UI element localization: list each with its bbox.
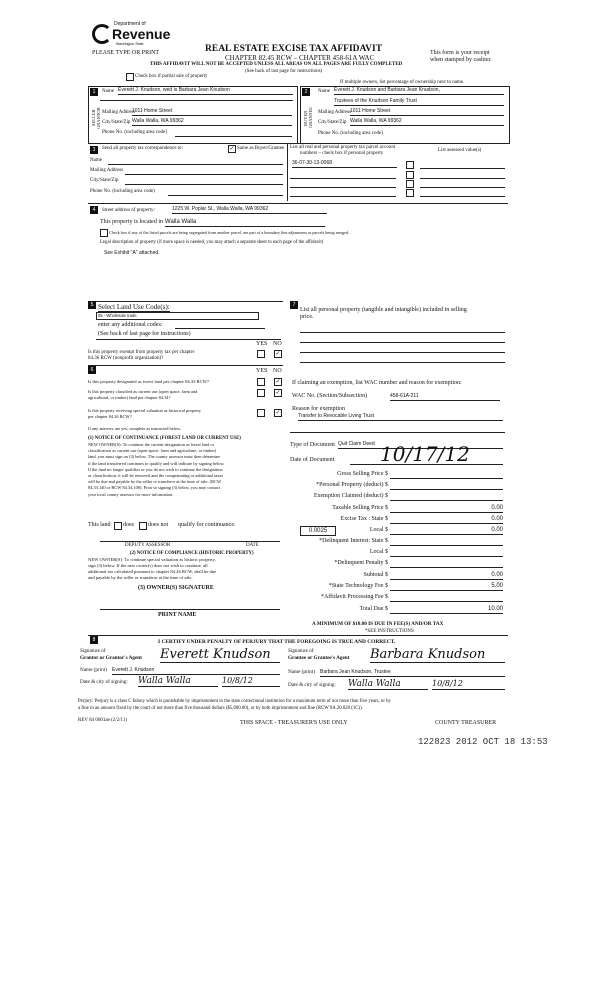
notice-continuance-title: (1) NOTICE OF CONTINUANCE (FOREST LAND OR CURRENT USE) [88, 436, 241, 441]
exemption-claimed-label: Exemption Claimed (deduct) $ [313, 493, 388, 499]
parcel-4-personal-checkbox[interactable] [406, 189, 414, 197]
dept-name: Revenue [112, 26, 171, 42]
gross-selling-price-value[interactable] [390, 471, 503, 479]
s3-city-line [125, 184, 283, 185]
treasurer-space-label: THIS SPACE - TREASURER'S USE ONLY [240, 720, 348, 726]
perjury-notice-1: Perjury: Perjury is a class C felony which is punishable by imprisonment in the state correctional institution for a maximum term of not more than five years, or by [78, 699, 391, 704]
reason-line-2 [290, 432, 505, 433]
delinquent-interest-local-label: Local $ [369, 549, 388, 555]
grantor-date-city-label: Date & city of signing: [80, 679, 128, 685]
form-title: REAL ESTATE EXCISE TAX AFFIDAVIT [205, 44, 383, 54]
exempt-yes-checkbox[interactable] [257, 350, 265, 358]
excise-local-label: Local $ [369, 527, 388, 533]
s3-address-label: Mailing Address [90, 168, 124, 173]
current-use-question-1: Is this property classified as current use (open space, farm and [88, 389, 198, 394]
parcel-line-4 [290, 196, 396, 197]
print-name-label: PRINT NAME [158, 612, 197, 618]
minimum-due-note: A MINIMUM OF $10.00 IS DUE IN FEE(S) AND/OR TAX [312, 621, 444, 627]
section-7-number: 7 [290, 301, 298, 309]
excise-state-label: Excise Tax : State $ [340, 516, 388, 522]
does-label: does [123, 522, 134, 528]
located-in-value[interactable]: Walla Walla [165, 219, 325, 227]
notice1-line: your local county assessor for more information. [88, 491, 174, 497]
subtotal-label: Subtotal $ [363, 572, 388, 578]
notice1-line: NEW OWNER(S): To continue the current designation as forest land or [88, 442, 215, 447]
s5-no-label: NO [273, 341, 282, 347]
assessed-line-3 [420, 187, 505, 188]
gross-selling-price-label: Gross Selling Price $ [337, 471, 388, 477]
notice-compliance-title: (2) NOTICE OF COMPLIANCE (HISTORIC PROPERTY) [130, 551, 254, 556]
parcel-2-personal-checkbox[interactable] [406, 171, 414, 179]
grantee-date[interactable]: 10/8/12 [432, 679, 505, 690]
seller-address-label: Mailing Address [102, 110, 136, 115]
same-as-buyer-checkbox[interactable]: ✓ [229, 145, 235, 152]
delinquent-penalty-label: *Delinquent Penalty $ [334, 560, 388, 566]
print-name-line [100, 609, 280, 610]
historic-yes-checkbox[interactable] [257, 409, 265, 417]
form-warning: THIS AFFIDAVIT WILL NOT BE ACCEPTED UNLESS ALL AREAS ON ALL PAGES ARE FULLY COMPLETED [150, 62, 403, 67]
affidavit-processing-fee-value[interactable] [390, 594, 503, 602]
notice1-line: If the land no longer qualifies or you do not wish to continue the designation [88, 466, 223, 472]
this-land-label: This land [88, 522, 111, 528]
s3-phone-label: Phone No. (including area code) [90, 189, 155, 194]
partial-sale-label: Check box if partial sale of property [135, 74, 208, 79]
parcel-list-header-1: List all real and personal property tax parcel account [290, 145, 396, 150]
buyer-name[interactable]: Everett J. Knudson and Barbara Jean Knudson, [334, 88, 504, 95]
affidavit-processing-fee-label: *Affidavit Processing Fee $ [320, 594, 388, 600]
notice1-line: 84.33.140 or RCW 84.34.108). Prior to signing (3) below, you may contact [88, 485, 220, 491]
notice-compliance-text [88, 557, 216, 581]
delinquent-penalty-value[interactable] [390, 560, 503, 568]
delinquent-interest-state-label: *Delinquent Interest: State $ [319, 538, 388, 544]
dept-line: Department of [114, 21, 146, 27]
current-use-question-2: agricultural, or timber) land per chapter 84.34? [88, 395, 171, 400]
section-4-number: 4 [90, 206, 98, 214]
rev-number: REV 84 0001ae (2/2/11) [78, 718, 128, 723]
deputy-assessor-line [100, 541, 280, 542]
section-2-number: 2 [302, 88, 310, 96]
buyer-city-label: City/State/Zip [318, 120, 347, 125]
exempt-question-1: Is this property exempt from property tax per chapter [88, 350, 195, 355]
partial-sale-checkbox[interactable] [126, 73, 134, 81]
historic-question-1: Is this property receiving special valuation as historical property [88, 408, 201, 413]
personal-line-3 [300, 352, 505, 353]
does-not-label: does not [148, 522, 169, 528]
taxable-selling-price-label: Taxable Selling Price $ [332, 505, 388, 511]
assessed-value-header: List assessed value(s) [438, 148, 482, 153]
notice1-line: or classification, it will be removed and the compensating or additional taxes [88, 473, 224, 479]
section-3-number: 3 [90, 146, 98, 154]
parcel-list-header-2: numbers – check box if personal property [300, 151, 384, 156]
segregated-checkbox[interactable] [100, 229, 108, 237]
price-label: price. [300, 314, 314, 320]
buyer-name-2[interactable]: Trustees of the Knudson Family Trust [334, 99, 504, 106]
forest-yes-checkbox[interactable] [257, 378, 265, 386]
excise-state-value[interactable]: 0.00 [390, 516, 503, 524]
notice1-line: classification as current use (open space, farm and agriculture, or timber) [88, 448, 217, 454]
does-checkbox[interactable] [114, 522, 122, 530]
exempt-no-checkbox[interactable]: ✓ [275, 350, 281, 357]
assessed-line-2 [420, 178, 505, 179]
certify-statement: I CERTIFY UNDER PENALTY OF PERJURY THAT THE FOREGOING IS TRUE AND CORRECT. [158, 639, 396, 645]
grantor-date[interactable]: 10/8/12 [222, 676, 280, 687]
personal-property-label: *Personal Property (deduct) $ [316, 482, 388, 488]
form-chapter: CHAPTER 82.45 RCW – CHAPTER 458-61A WAC [225, 54, 375, 62]
additional-codes-line [175, 328, 265, 329]
grantor-name[interactable]: Everett J. Knudson [112, 668, 280, 675]
seller-name-label: Name [102, 89, 114, 94]
send-all-label: Send all property tax correspondence to: [102, 146, 183, 151]
if-any-yes-note: If any answers are yes, complete as instructed below. [88, 426, 182, 431]
forest-land-question: Is this property designated as forest land per chapter 84.33 RCW? [88, 379, 210, 384]
section-3-top-line [88, 143, 508, 144]
historic-no-checkbox[interactable]: ✓ [275, 409, 281, 416]
dept-state: Washington State [116, 42, 144, 46]
grantee-city[interactable]: Walla Walla [348, 679, 428, 690]
exemption-claimed-value[interactable] [390, 493, 503, 501]
seller-phone-line [175, 136, 292, 137]
grantee-signature[interactable]: Barbara Knudson [370, 648, 505, 663]
grantee-sig-label-2: Grantee or Grantee's Agent [288, 655, 350, 661]
s5-see-back-line [96, 339, 281, 340]
seller-address[interactable]: 1011 Home Street [132, 109, 292, 116]
grantee-sig-label-1: Signature of [288, 648, 314, 654]
exempt-question-2: 84.36 RCW (nonprofit organization)? [88, 356, 164, 361]
receipt-line1: This form is your receipt [430, 50, 490, 56]
state-technology-fee-label: *State Technology Fee $ [328, 583, 388, 589]
notice1-line: land, you must sign on (3) below. The county assessor must then determine [88, 454, 221, 460]
buyer-address-label: Mailing Address [318, 110, 352, 115]
notice1-line: will be due and payable by the seller or transferor at the time of sale. (RCW [88, 479, 222, 485]
logo-mark-icon [92, 24, 112, 44]
parcel-1-personal-checkbox[interactable] [406, 161, 414, 169]
doc-type[interactable]: Quit Claim Deed [338, 442, 503, 449]
parcel-line-2 [290, 178, 396, 179]
seller-phone-label: Phone No. (including area code) [102, 130, 167, 135]
forest-no-checkbox[interactable]: ✓ [275, 378, 281, 385]
notice1-line: if the land transferred continues to qualify and will indicate by signing below. [88, 460, 225, 466]
multiple-owners-note: If multiple owners, list percentage of ownership next to name. [340, 80, 465, 85]
section-1-number: 1 [90, 88, 98, 96]
seller-city[interactable]: Walla Walla, WA 99362 [132, 119, 292, 126]
wac-label: WAC No. (Section/Subsection) [292, 393, 368, 399]
same-as-buyer-label: Same as Buyer/Grantee [237, 146, 285, 151]
notice2-line: additional tax calculated pursuant to chapter 84.26 RCW, shall be due [88, 569, 217, 574]
exhibit-note: See Exhibit "A" attached. [104, 250, 160, 256]
personal-property-value[interactable] [390, 482, 503, 490]
buyer-phone-label: Phone No. (including area code) [318, 131, 383, 136]
list-personal-property: List all personal property (tangible and intangible) included in selling [300, 307, 467, 313]
grantee-date-city-label: Date & city of signing: [288, 682, 336, 688]
reason-for-exemption[interactable]: Transfer to Revocable Living Trust [298, 414, 503, 421]
deputy-assessor-label: DEPUTY ASSESSOR [125, 543, 171, 548]
grantor-sig-label-2: Grantor or Grantor's Agent [80, 655, 142, 661]
section-5-number: 5 [88, 301, 96, 309]
grantee-name-label: Name (print) [288, 669, 315, 675]
s5-yes-label: YES [256, 341, 268, 347]
notice2-line: sign (3) below. If the new owner(s) does not wish to continue, all [88, 563, 208, 568]
delinquent-interest-state-value[interactable] [390, 538, 503, 546]
personal-line-4 [300, 362, 505, 363]
section-8-number: 8 [90, 636, 98, 644]
grantor-sig-label-1: Signature of [80, 648, 106, 654]
grantor-city[interactable]: Walla Walla [138, 676, 218, 687]
section-5-top-line [88, 301, 283, 302]
s5-see-back: (See back of last page for instructions) [98, 331, 191, 337]
reason-label: Reason for exemption [292, 406, 345, 412]
wac-number[interactable]: 458-61A-211 [390, 394, 500, 401]
form-see-back: (See back of last page for instructions) [245, 69, 323, 74]
dept-logo [92, 22, 172, 48]
delinquent-interest-local-value[interactable] [390, 549, 503, 557]
s3-name-line [108, 164, 283, 165]
please-type: PLEASE TYPE OR PRINT [92, 50, 160, 56]
parcel-line-3 [290, 187, 396, 188]
owner-signature-label: (3) OWNER(S) SIGNATURE [138, 585, 214, 591]
seller-name[interactable]: Everett J. Knudson, wed is Barbara Jean Knudson [118, 88, 293, 95]
legal-description-label: Legal description of property (if more space is needed, you may attach a separate sheet to each page of the affidavit) [100, 240, 324, 245]
section-8-top-line [88, 635, 508, 636]
segregated-label: Check box if any of the listed parcels are being segregated from another parcel, are part of a boundary line adjustment or parcels being merged. [109, 230, 350, 235]
doc-type-label: Type of Document [290, 442, 335, 448]
historic-question-2: per chapter 84.26 RCW? [88, 414, 132, 419]
section-6-top-line [88, 365, 283, 366]
s6-yes-label: YES [256, 368, 268, 374]
perjury-notice-2: a fine in an amount fixed by the court of not more than five thousand dollars ($5,000.00), or by both imprisonment and fine (RCW 9A.20.020 (1C)). [78, 706, 363, 711]
street-address[interactable]: 1225 W. Poplar St., Walla Walla, WA 99362 [172, 207, 327, 214]
notice2-line: and payable by the seller or transferor at the time of sale. [88, 575, 193, 580]
assessed-line-4 [420, 196, 505, 197]
claiming-exemption-label: If claiming an exemption, list WAC number and reason for exemption: [292, 380, 462, 386]
receipt-stamp: 122823 2012 OCT 18 13:53 [418, 737, 548, 747]
assessed-line-1 [420, 168, 505, 169]
subtotal-value[interactable]: 0.00 [390, 572, 503, 580]
grantee-name[interactable]: Barbara Jean Knudson, Trustee [320, 670, 505, 677]
s3-address-line [125, 174, 283, 175]
s3-city-label: City/State/Zip [90, 178, 119, 183]
buyer-side-label: BUYER GRANTEE [303, 107, 313, 129]
s6-no-label: NO [273, 368, 282, 374]
taxable-selling-price-value[interactable]: 0.00 [390, 505, 503, 513]
notice-continuance-text [88, 442, 224, 498]
local-rate-box[interactable]: 0.0025 [300, 526, 336, 536]
total-due-value[interactable]: 10.00 [390, 606, 503, 614]
grantor-signature[interactable]: Everett Knudson [160, 648, 280, 663]
doc-date[interactable]: 10/17/12 [350, 444, 503, 465]
current-use-yes-checkbox[interactable] [257, 389, 265, 397]
notice2-line: NEW OWNER(S): To continue special valuation as historic property, [88, 557, 216, 562]
located-in-label: This property is located in [100, 219, 163, 225]
enter-additional-codes-label: enter any additional codes: [98, 322, 163, 328]
buyer-city[interactable]: Walla Walla, WA 99362 [350, 119, 504, 126]
seller-side-label: SELLER GRANTOR [91, 107, 101, 129]
state-technology-fee-value[interactable]: 5.00 [390, 583, 503, 591]
doc-date-label: Date of Document [290, 457, 335, 463]
current-use-no-checkbox[interactable]: ✓ [275, 389, 281, 396]
seller-city-label: City/State/Zip [102, 120, 131, 125]
seller-divider [100, 100, 293, 101]
buyer-name-label: Name [318, 89, 330, 94]
section-6-number: 6 [88, 366, 96, 374]
qualify-label: qualify for continuance. [178, 522, 236, 528]
personal-line-2 [300, 342, 505, 343]
receipt-line2: when stamped by cashier. [430, 57, 492, 63]
excise-local-value[interactable]: 0.00 [390, 527, 503, 535]
grantor-name-label: Name (print) [80, 667, 107, 673]
parcel-number[interactable]: 36-07-30-13-0068 [292, 161, 397, 168]
total-due-label: Total Due $ [359, 606, 388, 612]
date-label: DATE [246, 543, 259, 548]
personal-line-1 [300, 332, 505, 333]
parcel-3-personal-checkbox[interactable] [406, 180, 414, 188]
street-label: Street address of property: [102, 208, 155, 213]
county-treasurer-label: COUNTY TREASURER [435, 720, 497, 726]
s3-divider [287, 143, 288, 201]
buyer-address[interactable]: 1011 Home Street [350, 109, 504, 116]
section-4-top-line [88, 203, 508, 204]
land-use-code-select[interactable]: 55 - Wholesale trade [96, 312, 259, 320]
s3-phone-line [168, 195, 283, 196]
does-not-checkbox[interactable] [139, 522, 147, 530]
select-land-use-label: Select Land Use Code(s): [98, 303, 170, 311]
see-instructions-note: *SEE INSTRUCTIONS [365, 629, 414, 634]
s3-name-label: Name [90, 158, 102, 163]
